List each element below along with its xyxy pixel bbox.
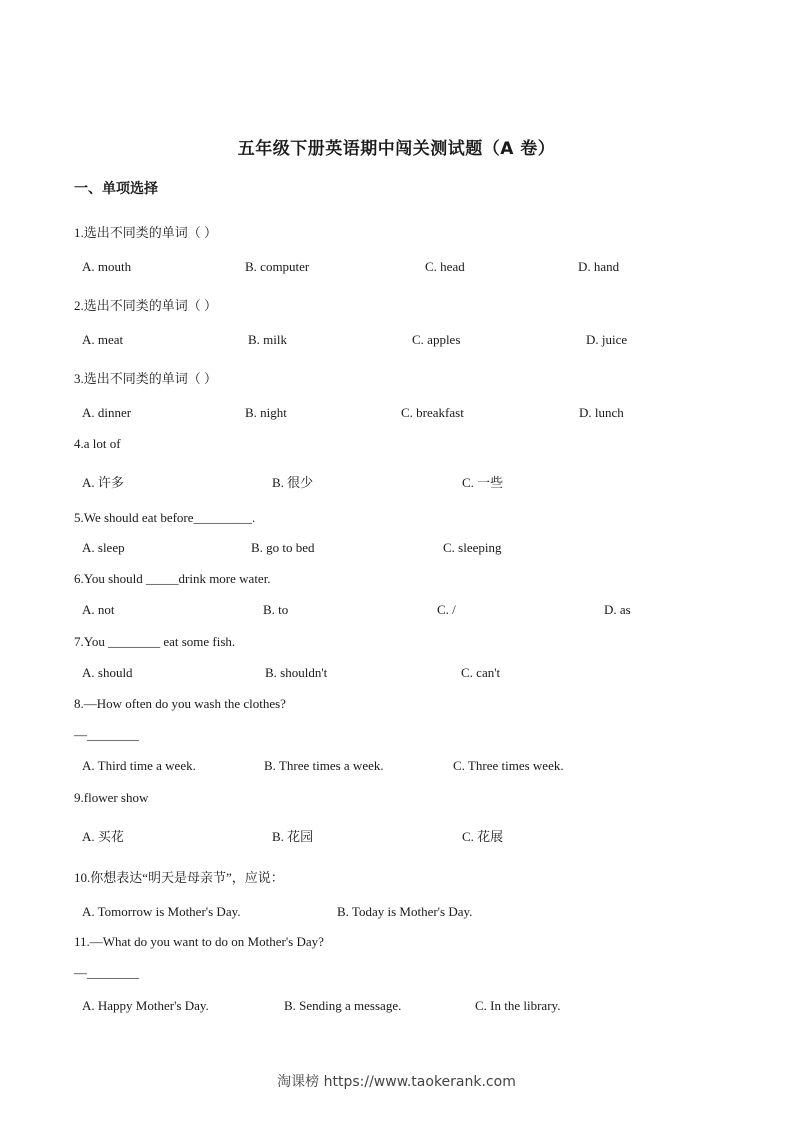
question-4-option-b: B. 很少: [272, 475, 314, 490]
question-4-option-c: C. 一些: [462, 475, 504, 490]
page-title: 五年级下册英语期中闯关测试题（A 卷）: [237, 139, 556, 159]
question-11-option-c: C. In the library.: [475, 998, 561, 1013]
question-7-stem: 7.You ________ eat some fish.: [74, 634, 236, 649]
question-5-option-b: B. go to bed: [251, 540, 315, 555]
question-10-option-a: A. Tomorrow is Mother's Day.: [82, 904, 241, 919]
question-5-option-a: A. sleep: [82, 540, 125, 555]
question-1-option-a: A. mouth: [82, 259, 132, 274]
question-1-option-b: B. computer: [245, 259, 310, 274]
question-6-option-a: A. not: [82, 602, 115, 617]
question-6-option-c: C. /: [437, 602, 456, 617]
question-4-stem: 4.a lot of: [74, 436, 121, 451]
question-2-option-b: B. milk: [248, 332, 288, 347]
question-3-stem: 3.选出不同类的单词（ ）: [74, 371, 218, 386]
question-11-option-b: B. Sending a message.: [284, 998, 402, 1013]
question-2-stem: 2.选出不同类的单词（ ）: [74, 298, 218, 313]
question-2-option-a: A. meat: [82, 332, 124, 347]
section-heading: 一、单项选择: [74, 181, 158, 197]
question-11-stem: 11.—What do you want to do on Mother's Day?: [74, 934, 324, 949]
footer-watermark: 淘课榜 https://www.taokerank.com: [277, 1074, 516, 1090]
question-6-stem: 6.You should _____drink more water.: [74, 571, 271, 586]
question-3-option-a: A. dinner: [82, 405, 132, 420]
question-6-option-d: D. as: [604, 602, 631, 617]
question-10-stem: 10.你想表达“明天是母亲节”，应说：: [74, 870, 284, 885]
question-7-option-c: C. can't: [461, 665, 501, 680]
question-9-option-c: C. 花展: [462, 829, 504, 844]
question-9-option-b: B. 花园: [272, 829, 314, 844]
question-10-option-b: B. Today is Mother's Day.: [337, 904, 473, 919]
question-3-option-c: C. breakfast: [401, 405, 464, 420]
question-7-option-b: B. shouldn't: [265, 665, 328, 680]
question-3-option-b: B. night: [245, 405, 287, 420]
question-8-answer-blank: —________: [74, 727, 139, 742]
question-6-option-b: B. to: [263, 602, 289, 617]
question-5-stem: 5.We should eat before_________.: [74, 510, 256, 525]
question-8-option-a: A. Third time a week.: [82, 758, 196, 773]
question-9-stem: 9.flower show: [74, 790, 149, 805]
question-8-option-b: B. Three times a week.: [264, 758, 384, 773]
question-4-option-a: A. 许多: [82, 475, 124, 490]
question-2-option-c: C. apples: [412, 332, 461, 347]
question-2-option-d: D. juice: [586, 332, 628, 347]
question-8-option-c: C. Three times week.: [453, 758, 564, 773]
question-11-answer-blank: —________: [74, 965, 139, 980]
question-7-option-a: A. should: [82, 665, 133, 680]
question-1-option-d: D. hand: [578, 259, 620, 274]
question-9-option-a: A. 买花: [82, 829, 124, 844]
question-5-option-c: C. sleeping: [443, 540, 502, 555]
question-1-stem: 1.选出不同类的单词（ ）: [74, 225, 218, 240]
question-3-option-d: D. lunch: [579, 405, 624, 420]
question-11-option-a: A. Happy Mother's Day.: [82, 998, 209, 1013]
question-8-stem: 8.—How often do you wash the clothes?: [74, 696, 286, 711]
question-1-option-c: C. head: [425, 259, 465, 274]
